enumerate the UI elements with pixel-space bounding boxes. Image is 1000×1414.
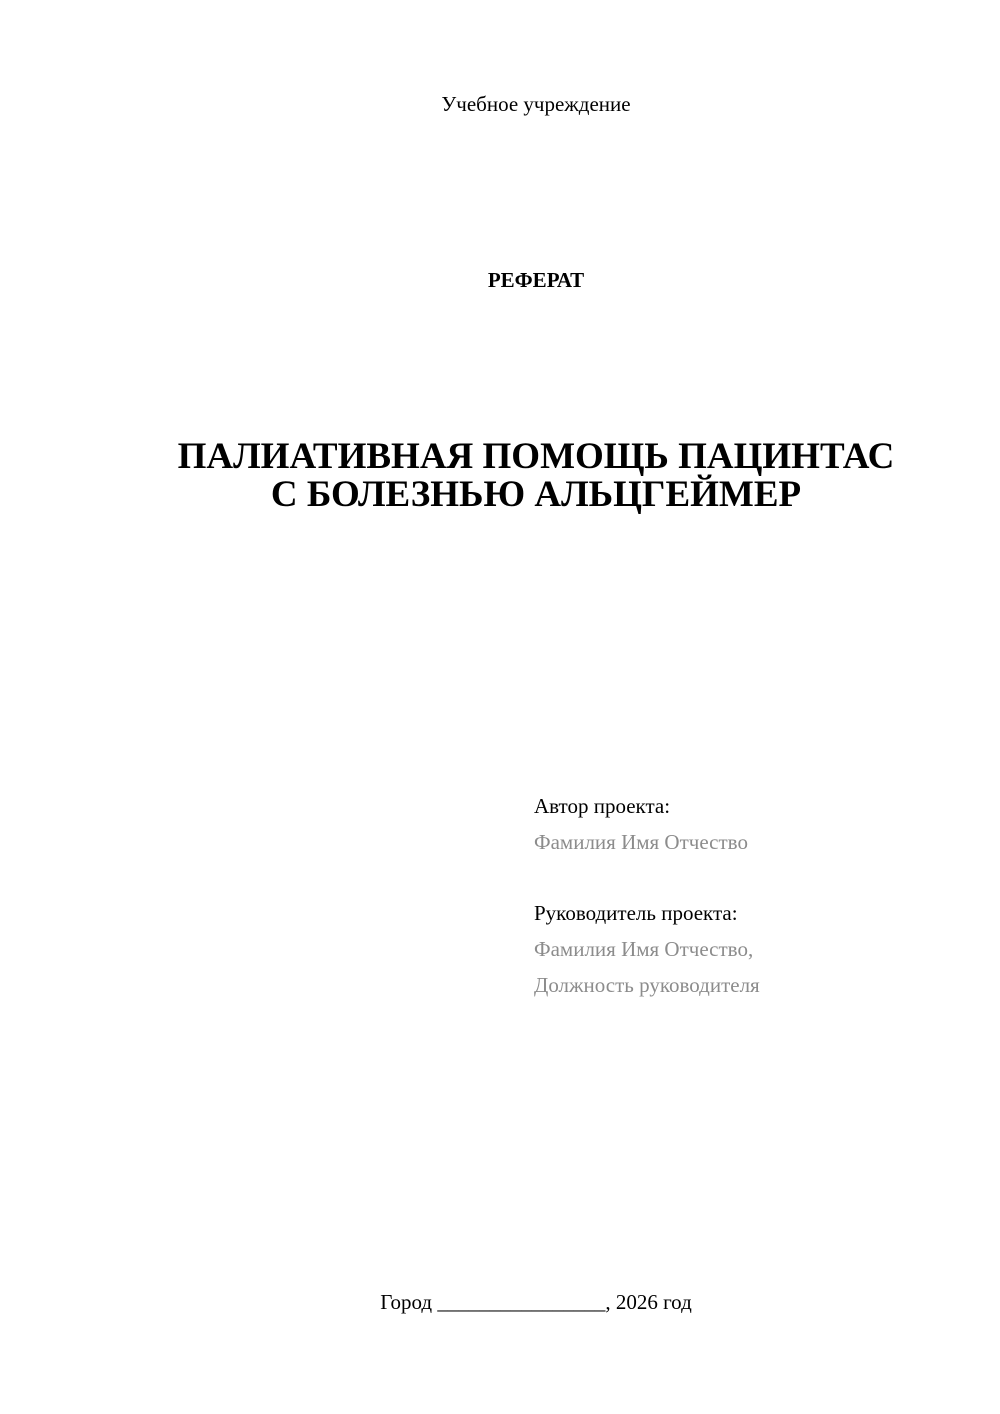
- supervisor-label: Руководитель проекта:: [534, 901, 738, 925]
- author-label: Автор проекта:: [534, 794, 671, 818]
- city-year-line: Город ________________, 2026 год: [380, 1290, 692, 1314]
- institution-name: Учебное учреждение: [441, 92, 631, 116]
- credits-block: [534, 788, 760, 1003]
- author-name: Фамилия Имя Отчество: [534, 830, 748, 854]
- document-type: РЕФЕРАТ: [487, 268, 585, 292]
- title-line-2: С БОЛЕЗНЬЮ АЛЬЦГЕЙМЕР: [270, 474, 802, 515]
- spacer: [534, 860, 760, 895]
- supervisor-position: Должность руководителя: [534, 973, 760, 997]
- document-title: [0, 438, 1000, 514]
- supervisor-name: Фамилия Имя Отчество,: [534, 937, 754, 961]
- title-line-1: ПАЛИАТИВНАЯ ПОМОЩЬ ПАЦИНТАС: [177, 436, 895, 477]
